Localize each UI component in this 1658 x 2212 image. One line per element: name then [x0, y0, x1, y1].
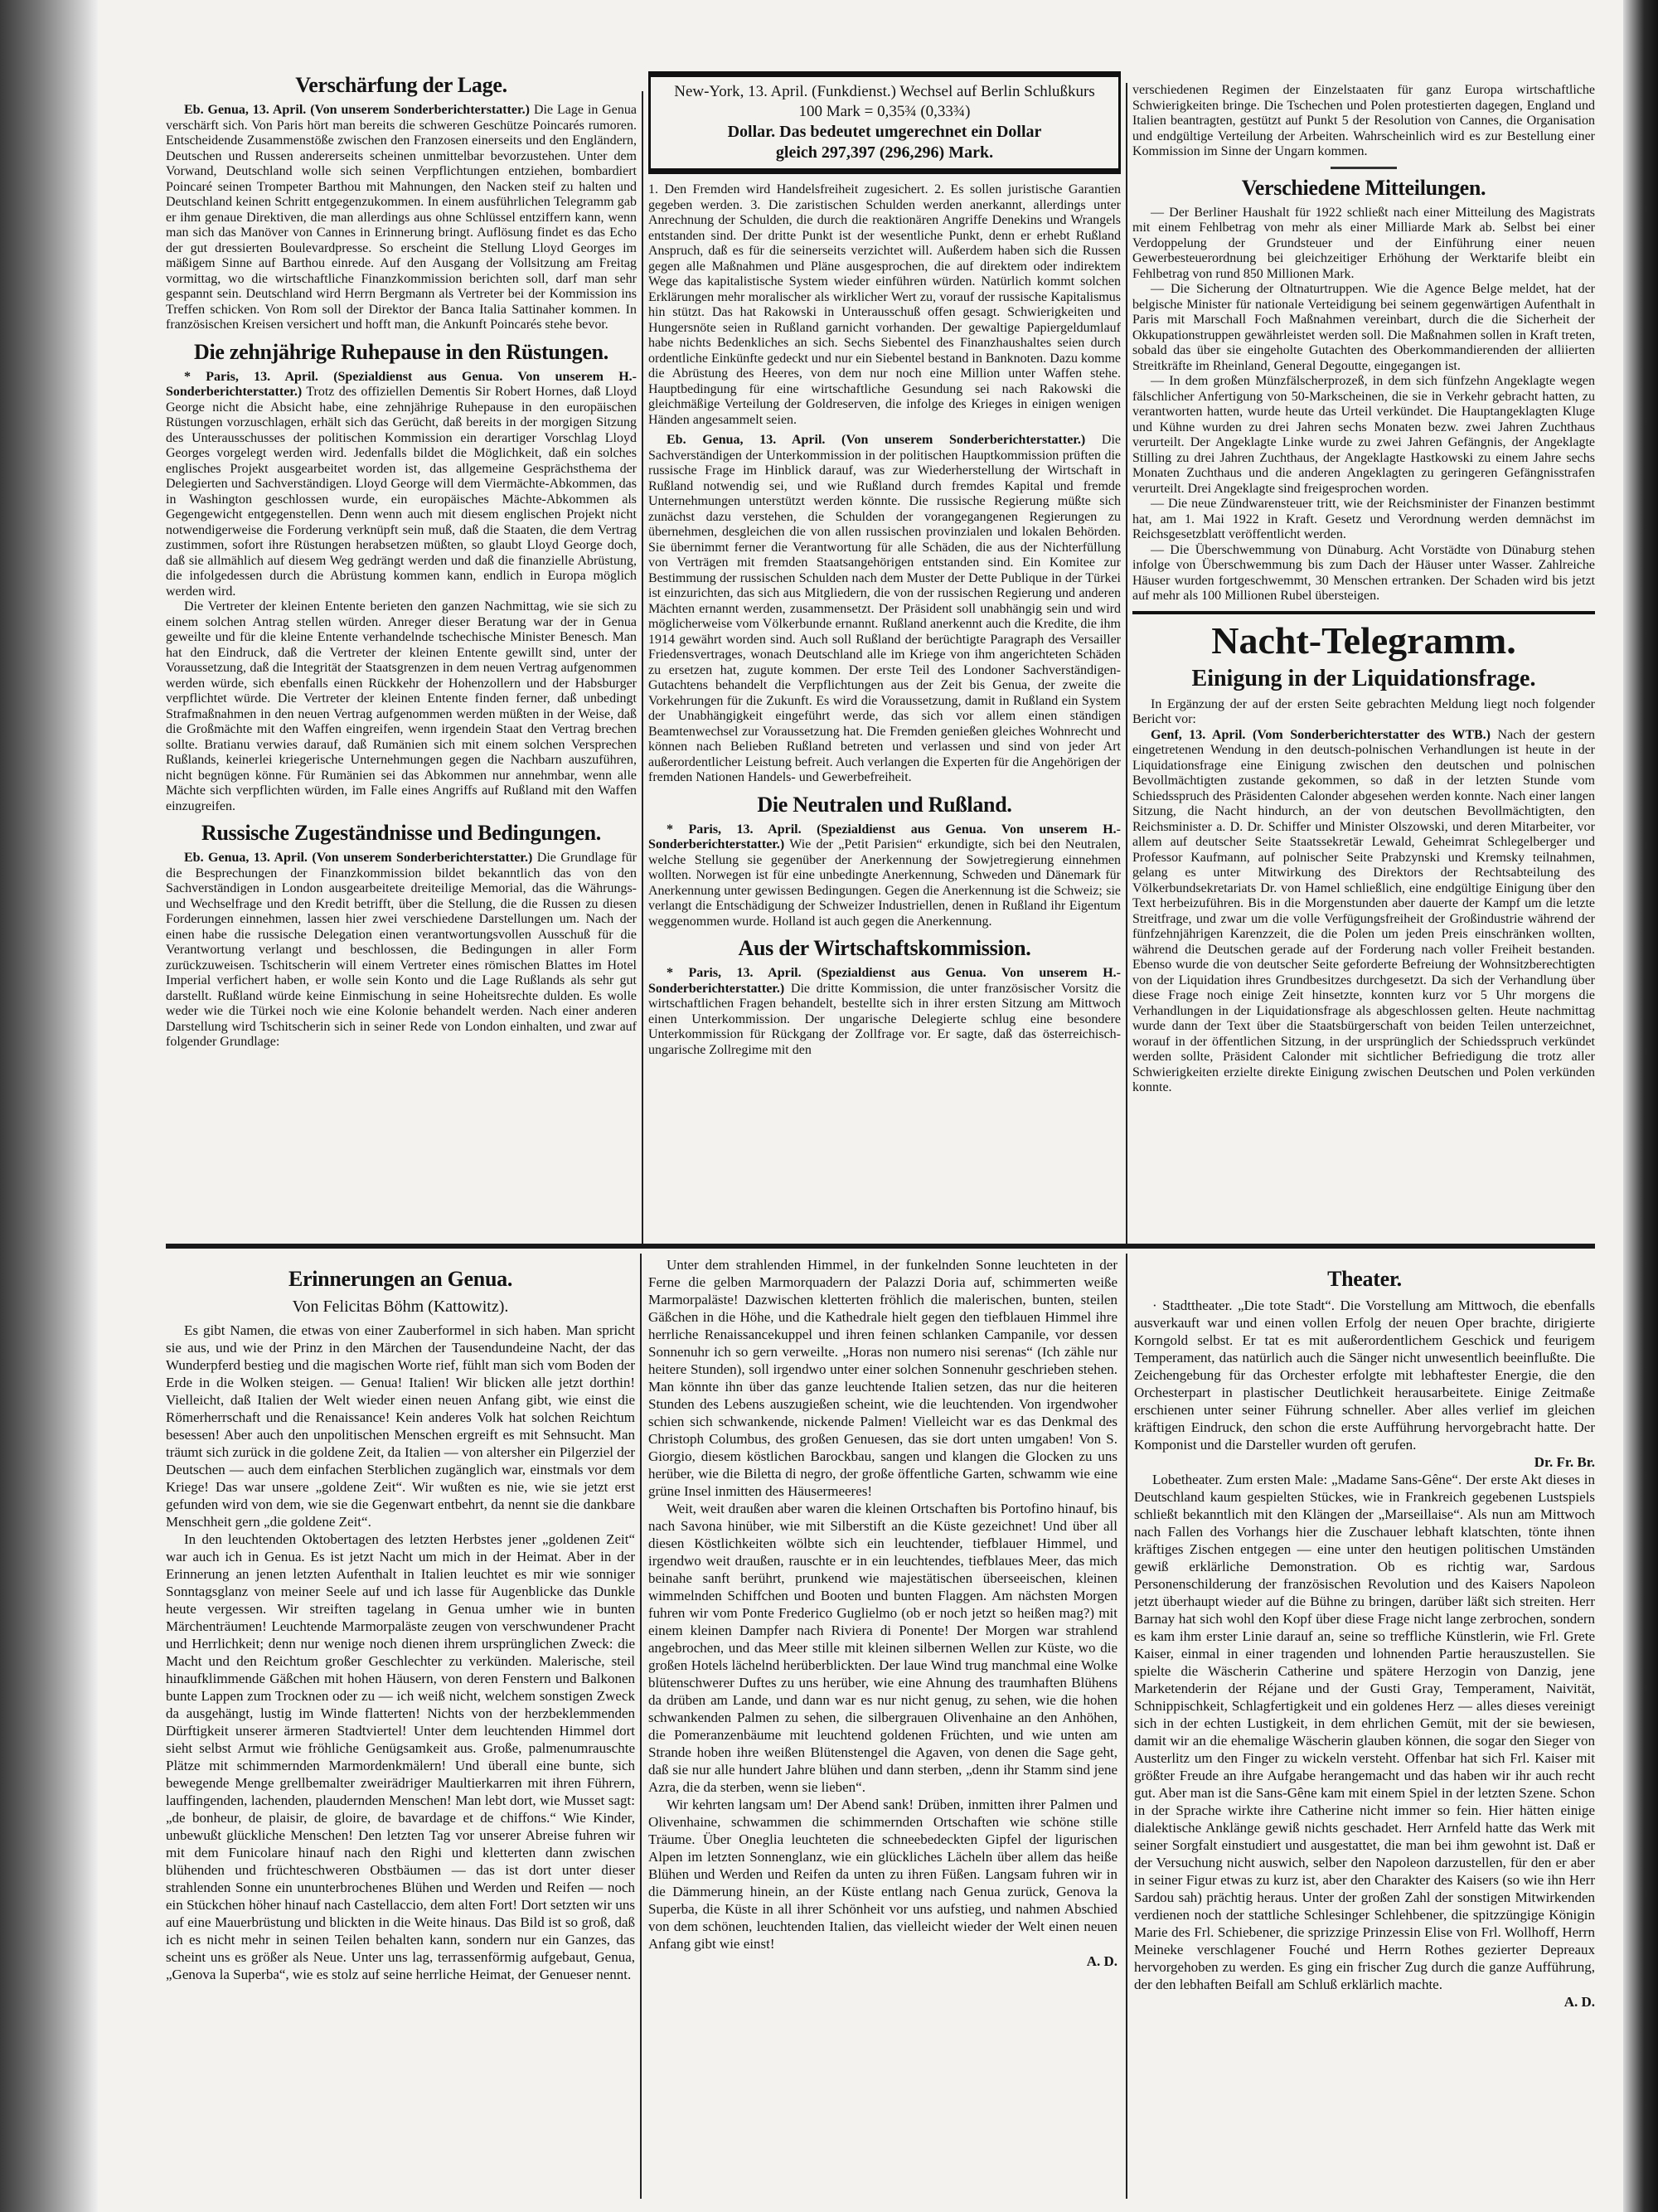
intro-text: In Ergänzung der auf der ersten Seite gebrachten Meldung liegt noch folgender Bericht vor:	[1132, 696, 1595, 726]
separator	[1331, 167, 1397, 169]
dateline: Genf, 13. April. (Vom Sonderberichterstatter des WTB.)	[1151, 727, 1491, 742]
headline-mitteilungen: Verschiedene Mitteilungen.	[1241, 175, 1486, 200]
scan-left-edge	[0, 0, 98, 2212]
headline-neutralen: Die Neutralen und Rußland.	[757, 792, 1012, 817]
headline-wirtschaftskommission: Aus der Wirtschaftskommission.	[738, 936, 1031, 960]
signature: A. D.	[1086, 1953, 1117, 1969]
feuilleton-paragraph: Weit, weit draußen aber waren die kleinen Ortschaften bis Portofino hinauf, bis nach Savona hinüber, wie mit Silberstift an die Küste gezeichnet! Und über all diesen Köstlichkeiten wölbte sich ein leuchtender, tiefblauer Himmel, und irgendwo weit draußen, rauschte er in ein leuchtendes, tiefblaues Meer, das mich beinahe sanft berührt, prunkend wie majestätischen überseeischen, kleinen wimmelnden Schiffchen und Booten und bunten Flaggen. Am nächsten Morgen fuhren wir vom Ponte Frederico Guglielmo (ob er noch jetzt so heißen mag?) mit einem kleinen Dampfer nach Riviera di Ponente! Der Morgen war strahlend angebrochen, und das Meer stille mit kleinen silbernen Wellen zur Küste, wo die großen Hotels lächelnd herüberblickten. Der laue Wind trug manchmal eine Wolke blütenschwerer Duftes zu uns herüber, wie eine Ahnung des traumhaften Blühens da drüben am Lande, und dann war es nur nicht genug, zu sehen, wie die hohen schwankenden Palmen zu sehen, die silbergrauen Olivenhaine an den Anhöhen, die Pomeranzenbäume mit leuchtend goldenen Früchten, und wie unten am Strande hoben ihre weißen Blütenstengel die Agaven, von denen die Sage geht, daß sie nur alle hundert Jahre blühen und dann sterben, „denn ihr Stamm sind jene Azra, die da sterben, wenn sie lieben“.	[648, 1501, 1117, 1795]
theater-column	[1134, 1260, 1595, 2201]
news-item: — Der Berliner Haushalt für 1922 schließt nach einer Mitteilung des Magistrats mit einem Fehlbetrag von mehr als einer Milliarde Mark ab. Selbst bei einer Verdoppelung der Grundsteuer und der Einführung einer neuen Gewerbesteuerordnung bei gleichzeitiger Erhöhung der Werktarife bleibt ein Fehlbetrag von rund 850 Millionen Mark.	[1132, 205, 1595, 281]
column-3	[1132, 83, 1595, 1240]
column-divider	[640, 1254, 642, 2199]
dateline: * Paris, 13. April. (Spezialdienst aus Genua. Von unserem H.-Sonderberichterstatter.)	[648, 822, 1121, 851]
feuilleton-divider	[166, 1244, 1595, 1249]
byline: Von Felicitas Böhm (Kattowitz).	[292, 1298, 509, 1316]
signature: A. D.	[1563, 1994, 1595, 2010]
dateline: Eb. Genua, 13. April. (Von unserem Sonderberichterstatter.)	[667, 433, 1086, 447]
headline-erinnerungen: Erinnerungen an Genua.	[288, 1267, 513, 1291]
news-item: — Die neue Zündwarensteuer tritt, wie der Reichsminister der Finanzen bestimmt hat, am 1. Mai 1922 in Kraft. Gesetz und Verordnung werden demnächst im Reichsgesetzblatt veröffentlicht werden.	[1132, 497, 1595, 541]
article-text: Die dritte Kommission, die unter französischer Vorsitz die wirtschaftlichen Fragen behandelt, bestellte sich in ihrer ersten Sitzung am Mittwoch einen Unterkommission. Der ungarische Delegierte schlug eine besondere Unterkommission für Rückgang der Zollfrage vor. Er sagte, daß das österreichisch-ungarische Zollregime mit den	[648, 981, 1121, 1057]
dateline: Eb. Genua, 13. April. (Von unserem Sonderberichterstatter.)	[184, 851, 533, 865]
article-text: Die Lage in Genua verschärft sich. Von Paris hört man bereits die schweren Geschütze Poincarés rumoren. Entscheidende Zusammenstöße zwischen den Franzosen einerseits und den Engländern, Deutschen und Russen andererseits scheinen unmittelbar bevorzustehen. Unter dem Vorwand, Deutschland wolle sich seinen Verpflichtungen entziehen, bombardiert Poincaré seinen Trompeter Barthou mit Mahnungen, den Nacken steif zu halten und Deutschland keinen Schritt entgegenzukommen. In einem ausführlichen Telegramm gab er ihm genaue Direktiven, die man allerdings aus ohne Schlüssel entziffern kann, wenn man sich das Manöver von Cannes in Erinnerung bringt. Auflösung findet es das Echo der gut dressierten Boulevardpresse. So erscheint die Stellung Lloyd Georges im mäßigem Sinne auf Barthou einrede. Auf den Ausgang der Vollsitzung am Freitag vormittag, wo die wirtschaftliche Finanzkommission berichten soll, darf man sehr gespannt sein. Deutschland wird Herrn Bergmann als Vertreter bei der Kommission ins Treffen schicken. Von Rom soll der Direktor der Banca Italia Sattinaher kommen. In französischen Kreisen versichert und hofft man, die Ankunft Poincarés stehe bevor.	[166, 103, 637, 332]
subheadline-liquidationsfrage: Einigung in der Liquidationsfrage.	[1191, 665, 1536, 691]
column-1	[166, 66, 637, 1240]
headline-verschaerfung: Verschärfung der Lage.	[295, 73, 507, 97]
exchange-line-2: Dollar. Das bedeutet umgerechnet ein Dollar	[727, 123, 1042, 141]
signature: Dr. Fr. Br.	[1534, 1454, 1595, 1470]
feuilleton-paragraph: Wir kehrten langsam um! Der Abend sank! Drüben, inmitten ihrer Palmen und Olivenhaine, schwammen die schimmernden Ortschaften wie schöne stille Träume. Über Oneglia leuchteten die schneebedeckten Gipfel der ligurischen Alpen im letzten Sonnenglanz, wie ein glückliches Lächeln über allem das heiße Blühen und Werden und Reifen da unten zu ihren Füßen. Langsam fuhren wir in die Dämmerung hinein, an der Küste entlang nach Genua zurück, Genova la Superba, die Küste in all ihrer Schönheit vor uns aufstieg, und nahmen Abschied von dem schönen, leuchtenden Italien, das vielleicht wieder der Welt einen neuen Anfang gibt wie einst!	[648, 1797, 1117, 1952]
dateline: * Paris, 13. April. (Spezialdienst aus Genua. Von unserem H.-Sonderberichterstatter.)	[648, 966, 1121, 996]
feuilleton-column-1	[166, 1260, 635, 2201]
dateline: Eb. Genua, 13. April. (Von unserem Sonderberichterstatter.)	[184, 103, 530, 117]
theater-review: Lobetheater. Zum ersten Male: „Madame Sans-Gêne“. Der erste Akt dieses in Deutschland kaum gespielten Stückes, wie in Frankreich gegebenen Lustspiels schließt bekanntlich mit den Klängen der „Marseillaise“. Als nun am Mittwoch nach Fallen des Vorhangs hier die Zuschauer lebhaft klatschten, tönte ihnen kräftiges Zischen entgegen — eine unter den heutigen politischen Umständen gewiß erklärliche Demonstration. Ob es richtig war, Sardous Personenschilderung der französischen Revolution und des Kaisers Napoleon jetzt überhaupt wieder auf die Bühne zu bringen, darüber läßt sich streiten. Herr Barnay hat sich wohl den Kopf über diese Frage nicht lange zerbrochen, sondern es kam ihm erster Linie darauf an, seine so treffliche Künstlerin, wie Frl. Grete Kaiser, einmal in einer tragenden und lohnenden Partie herauszustellen. Sie spielte die Wäscherin Catherine und spätere Herzogin von Danzig, jene Marketenderin der Réjane und der Gusti Gray, Temperament, Naivität, Schnippischkeit, Schlagfertigkeit und ein goldenes Herz — alles dieses vereinigt sich in der echten Lustigkeit, in dem ehrlichen Gemüt, mit der sie bewiesen, damit wir an die ehemalige Wäscherin glauben können, die sogar den Sieger von Austerlitz um den Finger zu wickeln versteht. Offenbar hat sich Frl. Kaiser mit größter Freude an ihre Aufgabe herangemacht und das haben wir ihr auch recht gut. Aber man ist die Sans-Gêne kam mit einem Spiel in der letzten Szene. Schon in der Sprache wirkte ihre Catherine nicht immer so fein. Hier hätten einige dialektische Anklänge gewiß nichts geschadet. Herr Arnfeld hatte das Werk mit seiner Sorgfalt einstudiert und ausgestattet, die man bei ihm gewohnt ist. Daß er der Versuchung nicht auswich, selber den Napoleon darzustellen, für den er aber in seiner Figur etwas zu kurz ist, aber den Charakter des Kaisers (so wie ihn Herr Sardou sah) prächtig heraus. Unter der großen Zahl der sonstigen Mitwirkenden verdienen noch der stattliche Schlesinger Schlehbener, die spitzzüngige Königin Marie des Frl. Schiebener, die sprizzige Prinzessin Elise von Frl. Wollhoff, Herrn Meineke verschlagener Fouché und Herrn Rothes gezierter Depreaux hervorgehoben zu werden. Es ging ein frischer Zug durch die ganze Aufführung, der den lebhaften Beifall am Schluß erklärlich machte.	[1134, 1472, 1595, 1992]
article-text: Wie der „Petit Parisien“ erkundigte, sich bei den Neutralen, welche Stellung sie gegenüber der Anerkennung der Sowjetregierung einnehmen wollten. Norwegen ist für eine unbedingte Anerkennung, Schweden und Dänemark für Anerkennung unter gewissen Bedingungen. Gegen die Anerkennung ist die Schweiz; sie verlangt die Entschädigung der Schweizer Industriellen, denen in Rußland ihr Eigentum weggenommen wurde. Holland ist auch gegen die Anerkennung.	[648, 837, 1121, 929]
article-text: Nach der gestern eingetretenen Wendung in den deutsch-polnischen Verhandlungen ist heute in der Liquidationsfrage eine Einigung zwischen den deutschen und polnischen Bevollmächtigten zustande gekommen, so daß in der letzten Stunde vom Schiedsspruch des Präsidenten Calonder abgesehen werden konnte. Nach einer langen Sitzung, die Nacht hindurch, an der von deutschen Bevollmächtigten, den Reichsminister a. D. Dr. Schiffer und Minister Olszowski, und deren Mitarbeiter, vor allem auf deutscher Seite Staatssekretär Lewald, Geheimrat Schlegelberger und Professor Kaufmann, auf polnischer Seite Prabzynski und Kremsky teilnahmen, gelang es unter Mitwirkung des Direktors der Rechtsabteilung des Völkerbundsekretariats Dr. von Hamel schließlich, eine endgültige Einigung über den Text herbeizuführen. Bis in die Morgenstunden aber dauerte der Kampf um die letzte Streitfrage, und zwar um die volle Verfügungsfreiheit der Großindustrie während der fünfzehnjährigen Karenzzeit, die die Polen um jeden Preis einschränken wollten, während die Deutschen gerade auf der Forderung nach voller Freiheit bestanden. Ebenso wurde die von deutscher Seite geforderte Befreiung der Wohnsitzberechtigten von der Liquidation ihres Grundbesitzes durchgesetzt. Da sich der Verhandlung über diese Frage noch einige Zeit hinsetzte, konnten kurz vor 5 Uhr morgens die Verhandlungen in der Liquidationsfrage als abgeschlossen gelten. Heute nachmittag wurde dann der Text über die Staatsbürgerschaft von beiden Teilen unterzeichnet, worauf in der öffentlichen Sitzung, in der ursprünglich der Schiedsspruch verkündet werden sollte, Präsident Calonder mit sichtlicher Befriedigung die trotz aller Schwierigkeiten erzielte direkte Einigung zwischen Deutschen und Polen verkünden konnte.	[1132, 727, 1595, 1094]
news-item: — In dem großen Münzfälscherprozeß, in dem sich fünfzehn Angeklagte wegen fälschlicher Anfertigung von 50-Markscheinen, die sie in Verkehr gebracht hatten, zu verantworten hatten, wurde heute das Urteil verkündet. Die Hauptangeklagten Kluge und Kühne wurden zu drei Jahren sechs Monaten bezw. zwei Jahren Zuchthaus verurteilt. Der Angeklagte Linke wurde zu zwei Jahren Gefängnis, der Angeklagte Stilling zu drei Jahren Zuchthaus, der Angeklagte Hastkowski zu einem Jahre sechs Monaten Zuchthaus und die anderen Angeklagten zu geringeren Gefängnisstrafen verurteilt. Drei Angeklagte sind freigesprochen worden.	[1132, 374, 1595, 496]
feuilleton-paragraph: Unter dem strahlenden Himmel, in der funkelnden Sonne leuchteten in der Ferne die gelben Marmorquadern der Palazzi Doria auf, schimmerten weiße Marmorpaläste! Dazwischen kletterten fröhlich die malerischen, bunten, steilen Gäßchen in die Höhe, und die Kathedrale hielt gegen den tiefblauen Himmel ihre herrliche Renaissancekuppel und ihren feinen schlanken Campanile, vor dessen Sonnenuhr ich so gern verweilte. „Horas non numero nisi serenas“ (Ich zähle nur heitere Stunden), soll irgendwo unter einer solchen Sonnenuhr geschrieben stehen. Man könnte ihn über das ganze leuchtende Italien setzen, das nur die heiteren Stunden des Lebens auszugießen scheint, wie die leuchtenden. Von irgendwoher schien sich schwankende, nickende Palmen! Vielleicht war es das Denkmal des Christoph Columbus, des großen Genuesen, das sie dort unten umgaben! Von S. Giorgio, diesem köstlichen Barockbau, sangen und klangen die Glocken zu uns herüber, wie die Biletta di negro, der große öffentliche Garten, schwamm wie eine grüne Insel inmitten des Häusermeeres!	[648, 1257, 1117, 1499]
feuilleton-column-2	[648, 1256, 1117, 2201]
article-text: Die Sachverständigen der Unterkommission in der politischen Hauptkommission prüften die russische Frage im Hinblick darauf, was zur Wiederherstellung der Wirtschaft in Rußland notwendig sei, und wie Rußland durch fremdes Kapital und fremde Unternehmungen unterstützt werden könnte. Die russische Regierung müßte sich zunächst dazu verstehen, die Schulden der vorangegangenen Regierungen zu übernehmen, desgleichen die von allen russischen provinzialen und lokalen Behörden. Sie übernimmt ferner die Verantwortung für alle Schäden, die aus der Nichterfüllung von Verträgen mit fremden Staatsangehörigen entstanden sind. Ein Komitee zur Bestimmung der russischen Schulden nach dem Muster der Dette Publique in der Türkei ist einzurichten, das sich aus Mitgliedern, die von der russischen Regierung und anderen Mächten ernannt werden, zusammensetzt. Der Präsident soll unabhängig sein und wird möglicherweise vom Völkerbunde ernannt. Rußland anerkennt auch die Kredite, die ihm 1914 gewährt worden sind. Auch soll Rußland der berüchtigte Paragraph des Versailler Friedensvertrages, wonach Deutschland alle im Kriege von ihm angerichteten Schäden zu ersetzen hat, zugute kommen. Der erste Teil des Londoner Sachverständigen-Gutachtens behandelt die Verpflichtungen aus der Zeit bis Genua, der zweite die Vorkehrungen für die Zukunft. Es wird die Voraussetzung, damit in Rußland ein System der Unabhängigkeit eingeführt werde, das sich vor allem einen ständigen Beamtenwechsel zur Voraussetzung hat. Die Fremden genießen gleiches Wohnrecht und können nach Belieben Rußland betreten und verlassen und sind von jeder Art außerordentlicher Leistung befreit. Auch verlangen die Experten für die Angehörigen der fremden Nationen Handels- und Gewerbefreiheit.	[648, 433, 1121, 784]
exchange-rate-box	[648, 71, 1121, 174]
column-divider	[642, 91, 643, 1244]
headline-ruhepause: Die zehnjährige Ruhepause in den Rüstungen.	[194, 339, 608, 364]
column-divider	[1126, 1254, 1127, 2199]
news-item: — Die Sicherung der Oltnaturtruppen. Wie die Agence Belge meldet, hat der belgische Minister für nationale Verteidigung bei seinem gegenwärtigen Aufenthalt in Paris mit Marschall Foch Maßnahmen vereinbart, durch die die Sicherheit der Okkupationstruppen gewährleistet werden soll. Die Maßnahmen sollen in Kraft treten, sobald das über sie eingeholte Gutachten des Oberkommandierenden der alliierten Streitkräfte im Rheinland, General Degoutte, eingegangen ist.	[1132, 282, 1595, 373]
article-text: Die Grundlage für die Besprechungen der Finanzkommission bildet bekanntlich das von den Sachverständigen in London ausgearbeitete dreiteilige Memorial, das die Währungs- und Wechselfrage und den Kredit betrifft, über die Stellung, die die Russen zu diesen Forderungen einnehmen, lassen hier zwei verschiedene Darstellungen um. Nach der einen habe die russische Delegation einen verantwortungsvollen Ausschuß für die Verantwortung verlangt und beschlossen, die Bedingungen in aller Form zurückzuweisen. Tschitscherin will einem Vertreter eines römischen Blattes im Hotel Imperial verfichert haben, er wolle sein Konto und die Lage Rußlands als sehr gut darstellt. Rußland würde keine Einmischung in seine Hoheitsrechte dulden. Es wolle weder wie die Türkei noch wie eine Kolonie behandelt werden. Nach einer anderen Darstellung wird Tschitscherin sich in seiner Rede von London einhalten, und zwar auf folgender Grundlage:	[166, 851, 637, 1049]
theater-review: · Stadttheater. „Die tote Stadt“. Die Vorstellung am Mittwoch, die ebenfalls ausverkauft war und einen vollen Erfolg der neuen Oper brachte, dirigierte Korngold selbst. Er tat es mit außerordentlichem Geschick und feurigem Temperament, das natürlich auch die Sänger nicht unwesentlich beeinflußte. Die Zeichengebung für das Orchester erfolgte mit lebhaftester Energie, die den Orchesterpart in plastischer Deutlichkeit herausarbeitete. Einige Zeitmaße erschienen unter seiner Führung schneller. Aber alles verlief im gleichen kräftigen Eindruck, den schon die erste Aufführung hervorgebracht hatte. Der Komponist und die Darsteller wurden oft gerufen.	[1134, 1298, 1595, 1453]
column-2	[648, 71, 1121, 1240]
exchange-line-1: New-York, 13. April. (Funkdienst.) Wechsel auf Berlin Schlußkurs 100 Mark = 0,35¾ (0,33¾)	[674, 83, 1095, 120]
exchange-line-3: gleich 297,397 (296,296) Mark.	[775, 143, 994, 162]
column-divider	[1126, 83, 1127, 1244]
article-text: verschiedenen Regimen der Einzelstaaten für ganz Europa wirtschaftliche Schwierigkeiten bringe. Die Tschechen und Polen protestierten dagegen, England und Italien beantragten, gestützt auf Punkt 5 der Resolution von Cannes, die Organisation und endgültige Verteilung der Arbeiten. Wahrscheinlich wird es zur Bestellung einer Kommission im Sinne der Ungarn kommen.	[1132, 83, 1595, 158]
headline-nacht-telegramm: Nacht-Telegramm.	[1211, 618, 1516, 662]
article-text: Die Vertreter der kleinen Entente berieten den ganzen Nachmittag, wie sie sich zu einem solchen Antrag stellen würden. Anreger dieser Beratung war der in Genua geweilte und für die kleine Entente verhandelnde tschechische Minister Benesch. Man hat den Eindruck, daß die Vertreter der kleinen Entente gewillt sind, unter der Voraussetzung, daß die Integrität der Staatsgrenzen in dem neuen Vertrag aufgenommen werden würde, sich ebenfalls einen Rückkehr der Hohenzollern und der Habsburger verpflichtet würde. Die Vertreter der kleinen Entente finden ferner, daß unbedingt Strafmaßnahmen in den neuen Vertrag aufgenommen werden müßten in der Weise, daß die Großmächte mit den Waffen eingreifen, wenn irgendein Staat den Vertrag brechen sollte. Bratianu verwies darauf, daß Rumänien sich mit einem solchen Versprechen Rußlands, keinerlei kriegerische Unternehmungen gegen die Nachbarn auszuführen, nicht begnügen könne. Für Rumänien sei das Abkommen nur annehmbar, wenn alle Mächte sich verpflichten würden, im Falle eines Angriffs auf Rußland mit den Waffen einzugreifen.	[166, 599, 637, 813]
feuilleton-paragraph: In den leuchtenden Oktobertagen des letzten Herbstes jener „goldenen Zeit“ war auch ich in Genua. Es ist jetzt Nacht um mich in der Heimat. Aber in der Erinnerung an jenen letzten Aufenthalt in Italien leuchtet es mir wie sonniger Sonntagsglanz von meiner Seele auf und ich lasse für Augenblicke das Dunkle heute vergessen. Wir streiften tagelang in Genua umher wie in bunten Märchenträumen! Leuchtende Marmorpaläste zeugen von verschwundener Pracht und Herrlichkeit; denn nur wenige noch dienen ihrem ursprünglichen Zweck: die Macht und den Reichtum großer Geschlechter zu verkünden. Malerische, steil hinaufklimmende Gäßchen mit hohen Häusern, von deren Fenstern und Balkonen bunte Lappen zum Trocknen oder zu — ich weiß nicht, welchem sonstigen Zweck da ausgehängt, lustig im Winde flatterten! Nichts von der herzbeklemmenden Dürftigkeit unserer ärmeren Stadtviertel! Unter dem leuchtenden Himmel dort sieht selbst Armut wie fröhliche Genügsamkeit aus. Große, palmenumrauschte Plätze mit schimmernden Marmordenkmälern! Und überall eine bunte, sich bewegende Menge grellbemalter zweirädriger Maultierkarren mit ihren Führern, lauffingenden, lachenden, plaudernden Menschen! Man lebt dort, wie Musset sagt: „de bonheur, de plaisir, de gloire, de bavardage et de chiffons.“ Wie Kinder, unbewußt glückliche Menschen! Den letzten Tag vor unserer Abreise fuhren wir mit dem Funicolare hinauf nach den Righi und kletterten dann zwischen blühenden und früchteschweren Obstbäumen — das ist dort unter dieser strahlenden Sonne ein ununterbrochenes Blühen und Werden und Reifen — noch ein Stückchen höher hinauf nach Castellaccio, dem alten Fort! Dort setzten wir uns auf eine Mauerbrüstung und blickten in die Weite hinaus. Das Bild ist so groß, daß ich es nicht mehr in seinen Teilen behalten kann, sondern nur ein Ganzes, das scheint uns es größer als Neue. Unter uns lag, terrassenförmig aufgebaut, Genua, „Genova la Superba“, wie es stolz auf seine herrliche Heimat, der Genueser nennt.	[166, 1531, 635, 1982]
feuilleton-paragraph: Es gibt Namen, die etwas von einer Zauberformel in sich haben. Man spricht sie aus, und wie der Prinz in den Märchen der Tausendundeine Nacht, der das Wunderpferd bestieg und die magischen Worte rief, fühlt man sich vom Boden der Erde in die Wolken steigen. — Genua! Italien! Wir blicken alle jetzt dorthin! Vielleicht, daß Italien der Welt wieder einen neuen Anfang gibt, wie einst die Römerherrschaft und die Renaissance! Kein anderes Volk hat solchen Reichtum besessen! Aber auch den unpolitischen Menschen ergreift es mit Sehnsucht. Man träumt sich zurück in die goldene Zeit, da Italien — von altersher ein Pilgerziel der Deutschen — auch dem einfachen Sterblichen zugänglich war, einstmals vor dem Kriege! Das war unsere „goldene Zeit“. Wir wußten es nie, wie sie jetzt erst gefunden wird von dem, wie sie die Gegenwart entbehrt, da nennt sie die dankbare Menschheit gern „die goldene Zeit“.	[166, 1322, 635, 1530]
scan-right-edge	[1623, 0, 1658, 2212]
headline-russische-zugestaendnisse: Russische Zugeständnisse und Bedingungen.	[201, 821, 601, 845]
dateline: * Paris, 13. April. (Spezialdienst aus Genua. Von unserem H.-Sonderberichterstatter.)	[166, 369, 637, 399]
article-text: 1. Den Fremden wird Handelsfreiheit zugesichert. 2. Es sollen juristische Garantien gegeben werden. 3. Die zaristischen Schulden werden anerkannt, allerdings unter Anrechnung der Schulden, die durch die reaktionären Angriffe Denekins und Wrangels entstanden sind. Der dritte Punkt ist der wesentliche Punkt, denn er erhebt Rußland Anspruch, daß es für die seinerseits verzichtet will. Außerdem haben sich die Russen gegen alle Maßnahmen und Pläne ausgesprochen, die auf direktem oder indirektem Wege das kapitalistische System wieder einführen würden. Natürlich kommt solchen Erklärungen mehr moralischer als wirklicher Wert zu, vorauf der russische Kapitalismus hin stützt. Das hat Rakowski in Unterausschuß offen gesagt. Schwierigkeiten und Hungersnöte seien in Rußland garnicht vorhanden. Der gewaltige Papiergeldumlauf habe nichts Bedenkliches an sich. Sechs Siebentel des Finanzhaushaltes seien durch ordentliche Einkünfte gedeckt und nur ein Siebentel bestand in Banknoten. Dazu komme die Abrüstung des Heeres, von dem nur noch eine Million unter Waffen stehe. Hauptbedingung für eine wirtschaftliche Gesundung sei nach Rakowski die gleichmäßige Verteilung der Goldreserven, die infolge des Krieges in einigen wenigen Händen angesammelt seien.	[648, 182, 1121, 427]
news-item: — Die Überschwemmung von Dünaburg. Acht Vorstädte von Dünaburg stehen infolge von Überschwemmung bis zum Dach der Häuser unter Wasser. Zahlreiche Häuser wurden fortgeschwemmt, 30 Menschen ertranken. Der Schaden wird bis jetzt auf mehr als 100 Millionen Rubel übersteigen.	[1132, 542, 1595, 603]
article-text: Trotz des offiziellen Dementis Sir Robert Hornes, daß Lloyd George nicht die Absicht habe, eine zehnjährige Ruhepause in den europäischen Rüstungen vorzuschlagen, erhält sich das Gerücht, daß bereits in der morgigen Sitzung des Unterausschusses der politischen Kommission ein derartiger Vorschlag Lloyd Georges vorgelegt werden wird. Jedenfalls bildet die Möglichkeit, daß ein solches englisches Projekt ausgearbeitet worden ist, das allgemeine Gesprächsthema der Delegierten und Sachverständigen. Lloyd George will dem Viermächte-Abkommen, das in Washington geschlossen wurde, ein europäisches Mächte-Abkommen als Gegengewicht entgegenstellen. Denn wenn auch mit diesem englischen Projekt nicht notwendigerweise die Forderung verknüpft sein muß, daß die Staaten, die dem Vertrag zustimmen, sofort ihre Rüstungen herabsetzen müßten, so glaubt Lloyd George doch, daß sie allmählich auf diesem Weg gedrängt werden und daß die finanzielle Abrüstung, die infolgedessen durch die Abrüstung kommen kann, endlich in Europa möglich werden wird.	[166, 385, 637, 599]
headline-theater: Theater.	[1327, 1267, 1402, 1291]
